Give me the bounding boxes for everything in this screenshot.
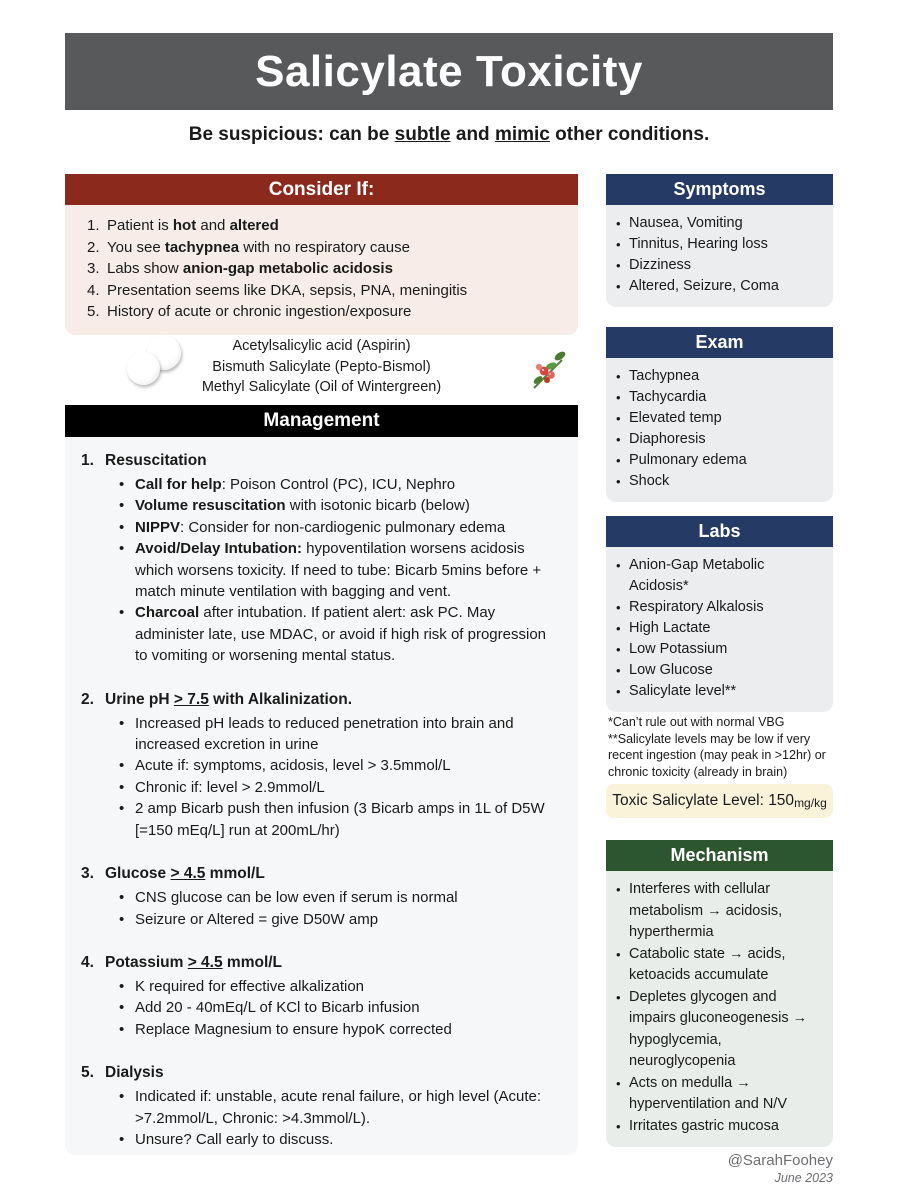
list-item [616,987,825,1073]
text-segment: after intubation. If patient alert: ask PC. May administer late, use MDAC, or avoid if high risk of progression to vomiting or worsening mental status. [135,604,547,665]
bullet-icon: • [119,910,125,928]
text-segment: Add 20 - 40mEq/L of KCl to Bicarb infusion [135,999,420,1017]
list-item-text [629,234,825,255]
bullet-icon: • [616,279,621,294]
toxic-level-callout [606,784,833,818]
list-item [616,618,825,639]
bullet-icon: • [119,999,125,1017]
list-item [616,555,825,597]
list-item-text [629,987,825,1073]
list-item-text [135,976,562,997]
list-item-text [629,639,825,660]
list-item-text [135,713,562,756]
list-number: 3. [87,260,100,277]
text-segment: Acute if: symptoms, acidosis, level > 3.5mmol/L [135,757,451,775]
text-segment: with no respiratory cause [239,238,410,256]
bullet-icon: • [119,1020,125,1038]
text-segment: and [450,124,495,145]
text-segment: Altered, Seizure, Coma [629,278,779,294]
list-item-text [629,660,825,681]
bullet-icon: • [119,497,125,515]
management-section [81,863,562,930]
bullet-icon: • [119,1130,125,1148]
bullet-icon: • [119,476,125,493]
list-item [87,237,564,259]
text-segment: Acts on medulla → hyperventilation and N/V [629,1074,787,1112]
management-section [81,1062,562,1150]
list-item-text [629,408,825,429]
list-item-text [135,1129,562,1150]
list-item-text [135,517,562,538]
management-section [81,952,562,1040]
list-item [81,755,562,776]
bullet-icon: • [119,977,125,995]
section-title [81,863,562,885]
text-segment: altered [229,217,279,234]
list-item [616,681,825,702]
management-body [65,437,578,1155]
bullet-icon: • [616,1118,621,1134]
management-section [81,689,562,841]
list-item [87,215,564,237]
list-item [616,429,825,450]
text-segment: Depletes glycogen and impairs gluconeogenesis → hypoglycemia, neuroglycopenia [629,988,808,1069]
author-handle: @SarahFoohey [727,1152,833,1169]
text-segment: Unsure? Call early to discuss. [135,1130,334,1148]
text-segment: NIPPV [135,518,181,536]
bullet-icon: • [616,1075,621,1091]
text-segment: : Consider for non-cardiogenic pulmonary edema [180,518,506,536]
text-segment: mmol/L [205,865,265,883]
list-item-text [107,301,411,323]
list-item-text [629,471,825,492]
mechanism-body [606,871,833,1147]
text-segment: Anion-Gap Metabolic Acidosis* [629,557,765,594]
list-item [616,213,825,234]
subtitle [0,124,898,146]
text-segment: tachypnea [164,238,240,256]
text-segment: mimic [494,124,550,145]
text-segment: Resuscitation [105,452,207,469]
list-item [616,639,825,660]
consider-if-panel [65,174,578,335]
bullet-icon: • [616,411,621,426]
bullet-icon: • [616,474,621,489]
text-segment: hypoventilation worsens acidosis which worsens toxicity. If need to tube: Bicarb 5mins before + match minute ventilation with bagging and vent. [135,540,542,601]
labs-header: Labs [606,516,833,547]
text-line [608,714,840,731]
list-item-text [107,280,467,302]
section-number: 4. [81,953,94,971]
section-title [81,1062,562,1084]
section-title-text [105,1062,164,1084]
bullet-icon: • [119,757,125,775]
labs-body [606,547,833,712]
consider-if-body [65,205,578,335]
section-number: 1. [81,452,94,469]
list-item [81,909,562,930]
list-item [616,276,825,297]
text-segment: Shock [629,473,670,489]
list-item [616,234,825,255]
list-item [81,602,562,666]
exam-body [606,358,833,502]
text-segment: High Lactate [629,620,711,636]
symptoms-panel [606,174,833,307]
text-segment: Charcoal [135,604,200,622]
management-panel [65,405,578,1155]
lab-footnotes [608,714,840,780]
text-segment: Replace Magnesium to ensure hypoK corrected [135,1020,452,1038]
text-segment: hot [172,217,197,234]
text-segment: Acetylsalicylic acid (Aspirin) [232,338,411,354]
title-bar [65,33,833,110]
aspirin-pills-icon [125,336,195,394]
list-item-text [629,597,825,618]
list-item-text [629,450,825,471]
list-item [616,450,825,471]
list-item-text [107,258,393,280]
list-item [616,387,825,408]
list-item [81,713,562,756]
bullet-icon: • [616,258,621,273]
text-segment: Avoid/Delay Intubation: [135,540,302,558]
list-item [87,280,564,302]
text-segment: > 4.5 [170,865,206,883]
text-segment: Interferes with cellular metabolism → acidosis, hyperthermia [629,881,783,940]
bullet-icon: • [616,237,621,252]
text-segment: Potassium [105,953,188,971]
bullet-icon: • [616,621,621,636]
bullet-icon: • [616,663,621,678]
text-segment: Tinnitus, Hearing loss [629,236,768,252]
management-sections [81,450,562,1150]
list-item-text [629,944,825,987]
list-item-text [135,1019,562,1040]
list-item [81,1086,562,1129]
toxic-level-label: Toxic Salicylate Level: [612,792,769,809]
text-segment: Nausea, Vomiting [629,215,743,231]
text-segment: Diaphoresis [629,431,706,447]
text-segment: and [196,217,230,234]
text-segment: other conditions. [549,124,710,145]
bullet-icon: • [616,453,621,468]
bullet-icon: • [119,889,125,907]
list-item-text [135,602,562,666]
text-segment: > 7.5 [173,690,209,708]
pill-icon [127,352,160,385]
list-item [616,944,825,987]
bullet-icon: • [616,684,621,699]
bullet-icon: • [119,778,125,796]
list-number: 5. [87,303,100,320]
list-item-text [629,429,825,450]
text-segment: Seizure or Altered = give D50W amp [135,910,379,928]
list-number: 4. [87,281,100,299]
text-segment: mmol/L [222,953,283,971]
list-item-text [629,879,825,944]
text-segment: Low Glucose [629,662,713,678]
section-title-text [105,952,282,974]
section-title [81,450,562,472]
text-segment: subtle [394,124,451,145]
list-item [616,597,825,618]
text-segment: Presentation seems like DKA, sepsis, PNA, meningitis [107,281,468,299]
list-item [616,255,825,276]
text-segment: Urine pH [105,690,174,708]
text-segment: Dialysis [105,1064,164,1082]
list-item [616,408,825,429]
section-number: 5. [81,1064,94,1082]
list-item-text [629,555,825,597]
text-segment: : Poison Control (PC), ICU, Nephro [221,476,456,493]
text-line [608,731,840,781]
text-segment: Methyl Salicylate (Oil of Wintergreen) [201,379,442,395]
list-item [87,301,564,323]
text-segment: Irritates gastric mucosa [629,1117,779,1134]
list-item [81,997,562,1018]
list-item-text [135,474,562,495]
text-segment: anion-gap metabolic acidosis [182,260,393,277]
list-item [81,798,562,841]
text-segment: Bismuth Salicylate (Pepto-Bismol) [212,358,431,375]
bullet-icon: • [119,604,125,622]
list-item-text [135,538,562,602]
list-item [81,1129,562,1150]
exam-panel [606,327,833,502]
text-segment: Dizziness [629,257,692,273]
list-item [616,471,825,492]
list-item-text [107,215,279,237]
mechanism-header: Mechanism [606,840,833,871]
list-item [616,366,825,387]
text-segment: Tachypnea [629,368,700,384]
text-segment: *Can’t rule out with normal VBG [608,715,785,729]
text-segment: Low Potassium [629,641,728,657]
wintergreen-plant-icon [524,346,572,392]
bullet-icon: • [119,1088,125,1106]
bullet-icon: • [616,216,621,231]
text-segment: Catabolic state → acids, ketoacids accumulate [629,945,786,983]
section-number: 2. [81,690,94,708]
bullet-icon: • [616,432,621,447]
list-item-text [629,213,825,234]
list-item-text [135,495,562,516]
text-segment: K required for effective alkalization [135,977,365,995]
list-item [81,976,562,997]
management-header: Management [65,405,578,437]
text-segment: Elevated temp [629,410,722,426]
text-segment: Labs show [107,260,183,277]
text-segment: Be suspicious: can be [188,124,395,145]
symptoms-body [606,205,833,307]
section-title-text [105,863,265,885]
list-item [616,660,825,681]
list-item-text [629,387,825,408]
text-segment: Increased pH leads to reduced penetration into brain and increased excretion in urine [135,714,514,754]
text-segment: You see [107,238,165,256]
bullet-icon: • [616,369,621,384]
list-item-text [629,255,825,276]
text-segment: Tachycardia [629,389,707,405]
text-segment: Glucose [105,865,171,883]
mechanism-panel [606,840,833,1147]
text-segment: CNS glucose can be low even if serum is normal [135,889,458,907]
text-segment: Respiratory Alkalosis [629,599,764,615]
text-segment: with Alkalinization. [208,690,353,708]
bullet-icon: • [119,540,125,558]
bullet-icon: • [119,518,125,536]
consider-if-list [87,215,564,323]
section-title [81,952,562,974]
list-item-text [629,1116,825,1138]
text-segment: Chronic if: level > 2.9mmol/L [135,778,325,796]
section-title [81,689,562,711]
list-item [81,887,562,908]
list-item-text [107,237,410,259]
bullet-icon: • [616,946,621,962]
labs-panel [606,516,833,712]
text-segment: with isotonic bicarb (below) [285,497,470,515]
text-segment: 2 amp Bicarb push then infusion (3 Bicarb amps in 1L of D5W [=150 mEq/L] run at 200mL/hr) [135,800,545,839]
list-item-text [135,887,562,908]
management-section [81,450,562,667]
list-item-text [135,798,562,841]
text-segment: **Salicylate levels may be low if very recent ingestion (may peak in >12hr) or chronic toxicity (already in brain) [608,731,826,779]
text-segment: Salicylate level** [629,683,737,699]
bullet-icon: • [616,558,621,573]
text-segment: History of acute or chronic ingestion/exposure [107,303,412,320]
list-item-text [135,997,562,1018]
bullet-icon: • [119,714,125,732]
exam-header: Exam [606,327,833,358]
list-item-text [629,681,825,702]
list-number: 2. [87,238,100,256]
list-item [81,538,562,602]
list-item-text [135,755,562,776]
list-item [81,777,562,798]
list-item [81,517,562,538]
list-item-text [135,777,562,798]
section-title-text [105,689,352,711]
list-item-text [629,1073,825,1116]
publish-date: June 2023 [774,1171,833,1185]
symptoms-header: Symptoms [606,174,833,205]
page-title: Salicylate Toxicity [255,46,643,96]
text-segment: Call for help [135,476,222,493]
list-item [616,1073,825,1116]
bullet-icon: • [616,390,621,405]
list-item [81,1019,562,1040]
list-item-text [629,618,825,639]
text-segment: Volume resuscitation [135,497,286,515]
list-item-text [629,276,825,297]
bullet-icon: • [616,642,621,657]
toxic-level-value: 150 [768,792,795,809]
salicylate-sources [65,334,578,398]
list-item [87,258,564,280]
list-item-text [629,366,825,387]
list-item [616,879,825,944]
bullet-icon: • [119,800,125,818]
list-item [81,474,562,495]
toxic-level-unit: mg/kg [794,795,827,810]
bullet-icon: • [616,600,621,615]
section-number: 3. [81,865,94,883]
bullet-icon: • [616,989,621,1005]
list-item-text [135,909,562,930]
list-item-text [135,1086,562,1129]
list-item [81,495,562,516]
text-segment: Pulmonary edema [629,452,747,468]
consider-if-header: Consider If: [65,174,578,205]
list-number: 1. [87,217,100,234]
author-credit [728,1152,833,1186]
text-segment: > 4.5 [187,953,223,971]
list-item [616,1116,825,1138]
bullet-icon: • [616,882,621,897]
text-segment: Indicated if: unstable, acute renal failure, or high level (Acute: >7.2mmol/L, Chronic: >4.3mmol/L). [135,1088,542,1127]
section-title-text [105,450,207,472]
text-segment: Patient is [107,217,173,234]
